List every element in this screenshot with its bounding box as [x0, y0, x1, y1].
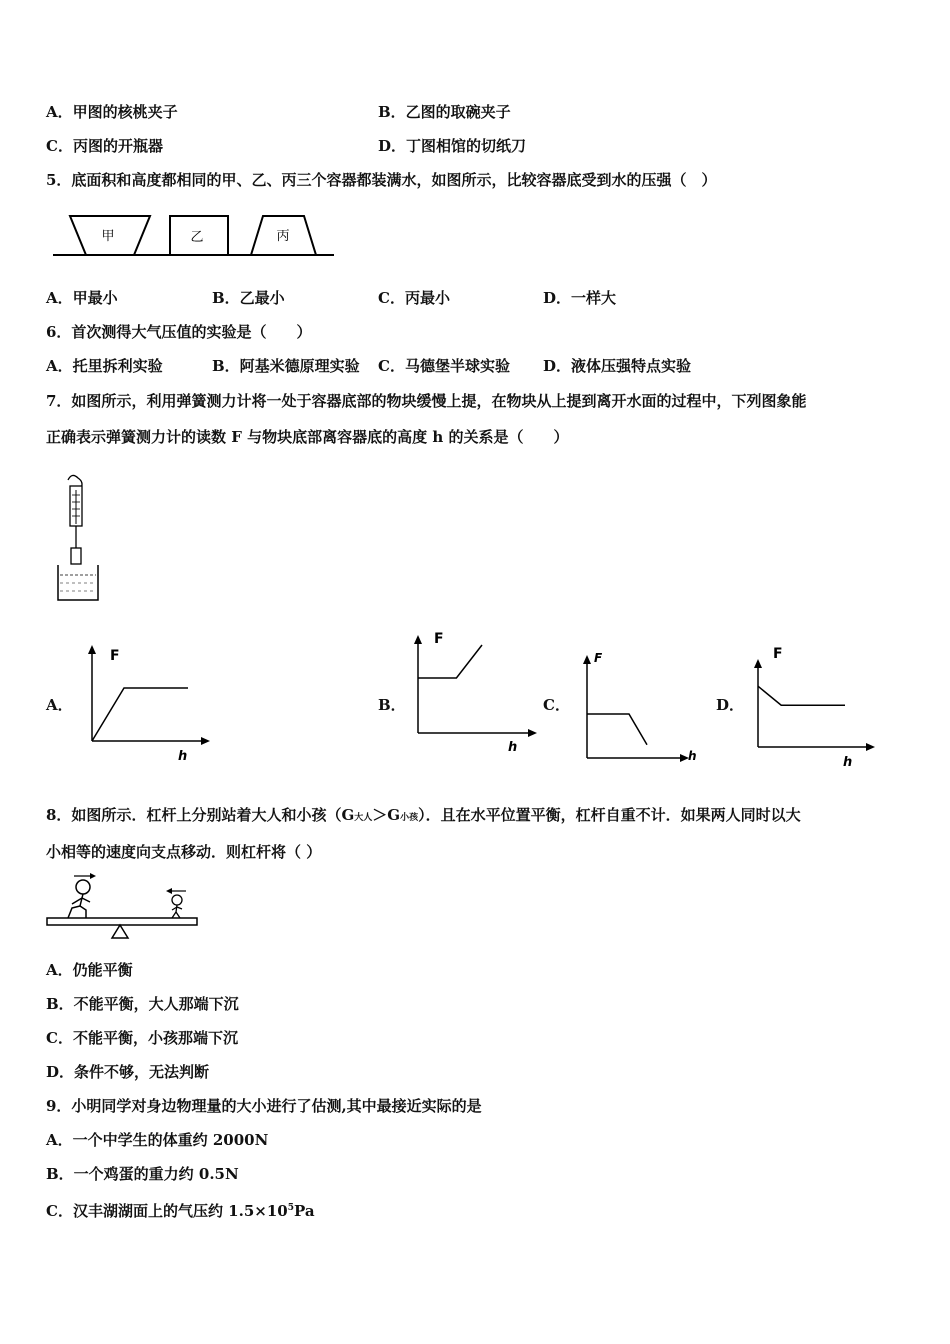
q9-stem: 9．小明同学对身边物理量的大小进行了估测,其中最接近实际的是	[46, 1097, 482, 1115]
q5-option-a: A．甲最小	[46, 289, 118, 307]
q5-label-bing: 丙	[276, 229, 290, 244]
q8-fulcrum	[112, 925, 128, 938]
q7-stem-line1: 7．如图所示，利用弹簧测力计将一处于容器底部的物块缓慢上提，在物块从上提到离开水面的过程中，下列图象能	[46, 392, 807, 410]
q6-option-d: D．液体压强特点实验	[543, 357, 692, 375]
q4-option-d: D．丁图相馆的切纸刀	[378, 137, 527, 155]
q7-stem-line2: 正确表示弹簧测力计的读数 F 与物块底部离容器底的高度 h 的关系是（ ）	[46, 428, 569, 446]
q8-option-c: C．不能平衡，小孩那端下沉	[46, 1029, 238, 1047]
q6-stem: 6．首次测得大气压值的实验是（ ）	[46, 323, 312, 341]
q4-option-a: A．甲图的核桃夹子	[46, 103, 178, 121]
q7-option-a-label: A．	[46, 696, 73, 714]
graph-a-y-label: F	[110, 648, 120, 664]
q8-lever-plank	[47, 918, 197, 925]
q4-option-c: C．丙图的开瓶器	[46, 137, 163, 155]
sub-adult: 大人	[354, 813, 373, 823]
q5-option-c: C．丙最小	[378, 289, 450, 307]
q5-option-b: B．乙最小	[212, 289, 285, 307]
q7-option-c-label: C．	[543, 696, 570, 714]
q5-label-yi: 乙	[190, 230, 204, 245]
graph-c-y-label: F	[594, 651, 603, 665]
q5-stem: 5．底面积和高度都相同的甲、乙、丙三个容器都装满水，如图所示，比较容器底受到水的压强（ ）	[46, 171, 717, 189]
q8-child-head	[172, 895, 182, 905]
q8-option-b: B．不能平衡，大人那端下沉	[46, 995, 239, 1013]
graph-b-x-label: h	[508, 740, 518, 755]
q8-stem-line1: 8．如图所示．杠杆上分别站着大人和小孩（G大人＞G小孩）．且在水平位置平衡，杠杆自重不计．如果两人同时以大	[46, 806, 801, 824]
q8-adult-head	[76, 880, 90, 894]
q8-option-d: D．条件不够，无法判断	[46, 1063, 210, 1081]
q8-stem-line2: 小相等的速度向支点移动．则杠杆将（ ）	[46, 843, 322, 861]
sub-child: 小孩	[400, 813, 419, 823]
graph-c-x-label: h	[688, 749, 697, 763]
q8-option-a: A．仍能平衡	[46, 961, 133, 979]
graph-b-y-label: F	[434, 631, 444, 647]
q5-label-jia: 甲	[101, 229, 115, 244]
q5-option-d: D．一样大	[543, 289, 617, 307]
q9-option-b: B．一个鸡蛋的重力约 0.5N	[46, 1165, 239, 1183]
q7-option-d-label: D．	[716, 696, 745, 714]
graph-d-y-label: F	[773, 646, 783, 662]
q6-option-a: A．托里拆利实验	[46, 357, 163, 375]
q9-option-a: A．一个中学生的体重约 2000N	[46, 1131, 269, 1149]
graph-a-x-label: h	[178, 749, 188, 764]
q6-option-b: B．阿基米德原理实验	[212, 357, 360, 375]
q7-option-b-label: B．	[378, 696, 406, 714]
q4-option-b: B．乙图的取碗夹子	[378, 103, 511, 121]
q6-option-c: C．马德堡半球实验	[378, 357, 510, 375]
q9-option-c: C．汉丰湖湖面上的气压约 $1.5\times 10^5Pa$	[46, 1202, 315, 1220]
graph-d-x-label: h	[843, 755, 853, 770]
